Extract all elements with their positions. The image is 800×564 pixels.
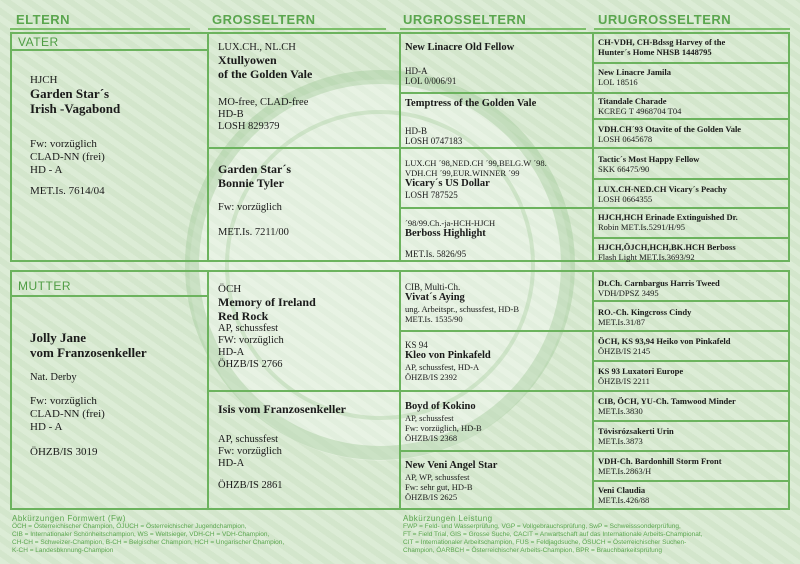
ug1-line1: HD-A (405, 66, 428, 76)
ururgrosselter-1 (598, 37, 788, 57)
divider (592, 118, 790, 120)
gp4-name: Isis vom Franzosenkeller (218, 402, 346, 416)
ug5-line2: MET.Is. 1535/90 (405, 314, 463, 324)
ururgrosselter-15 (598, 456, 788, 476)
uu1-line2: Hunter´s Home NHSB 1448795 (598, 47, 712, 57)
urgrosselter-8 (405, 460, 593, 502)
uu10-line2: MET.Is.31/87 (598, 317, 646, 327)
uu14-line1: Tövisrózsakerti Urin (598, 426, 674, 436)
ug2-name: Temptress of the Golden Vale (405, 98, 537, 109)
gp2-line1: Fw: vorzüglich (218, 202, 282, 213)
uu11-line1: ÖCH, KS 93,94 Heiko von Pinkafeld (598, 336, 731, 346)
vater-title: HJCH (30, 74, 58, 86)
uu6-line2: LOSH 0664355 (598, 194, 653, 204)
gp4-line2: Fw: vorzüglich (218, 446, 282, 457)
grosselter-1 (218, 42, 396, 133)
ururgrosselter-6 (598, 184, 788, 204)
urgrosselter-4 (405, 218, 590, 259)
gp4-line3: HD-A (218, 458, 245, 469)
divider (10, 49, 207, 51)
mutter-clad: CLAD-NN (frei) (30, 408, 105, 420)
uu5-line1: Tactic´s Most Happy Fellow (598, 154, 700, 164)
ug5-line1: ung. Arbeitspr., schussfest, HD-B (405, 304, 520, 314)
uu6-line1: LUX.CH-NED.CH Vicary´s Peachy (598, 184, 727, 194)
ururgrosselter-8 (598, 242, 788, 262)
gp3-name-line2: Red Rock (218, 309, 269, 323)
vater-name-line2: Irish -Vagabond (30, 101, 121, 116)
ug8-name: New Veni Angel Star (405, 460, 498, 471)
ug2-line1: HD-B (405, 126, 427, 136)
ug7-name: Boyd of Kokino (405, 401, 476, 412)
uu9-line1: Dt.Ch. Carnbargus Harris Tweed (598, 278, 720, 288)
uu16-line1: Veni Claudia (598, 485, 646, 495)
uu5-line2: SKK 66475/90 (598, 164, 650, 174)
ug4-title: ´98/99.Ch.-ja-HCH-HJCH (405, 218, 496, 228)
ug5-name: Vivat´s Aying (405, 292, 465, 303)
mutter-name-line1: Jolly Jane (30, 330, 86, 345)
divider (399, 92, 592, 94)
uu13-line2: MET.Is.3830 (598, 406, 643, 416)
urgrosselter-5 (405, 282, 593, 324)
grosselter-3 (218, 283, 396, 371)
ug5-title: CIB, Multi-Ch. (405, 282, 461, 292)
divider (592, 420, 790, 422)
ururgrosselter-16 (598, 485, 788, 505)
uu15-line2: MET.Is.2863/H (598, 466, 652, 476)
header-underline (594, 28, 790, 30)
footer-right-line: FWP = Feld- und Wasserprüfung, VGP = Vollgebrauchsprüfung, SwP = Schweisssonderprüfung, (403, 523, 681, 530)
ug3-title-1: LUX.CH ´98,NED.CH ´99,BELG.W ´98. (405, 158, 547, 168)
ug8-line1: AP, WP, schussfest (405, 472, 470, 482)
divider (399, 450, 592, 452)
ururgrosselter-4 (598, 124, 788, 144)
divider (207, 147, 399, 149)
divider (592, 92, 790, 94)
gp3-line4: ÖHZB/IS 2766 (218, 359, 283, 370)
ug7-line3: ÖHZB/IS 2368 (405, 433, 458, 443)
footer-left-text (12, 523, 392, 555)
header-grosseltern: GROSSELTERN (212, 12, 316, 27)
uu4-line2: LOSH 0645678 (598, 134, 653, 144)
header-urgrosseltern: URGROSSELTERN (403, 12, 527, 27)
footer-left-line: CH-CH = Schweizer-Champion, B-CH = Belgischer Champion, HCH = Ungarischer Champion, (12, 539, 285, 546)
divider (592, 390, 790, 392)
divider (592, 62, 790, 64)
divider (592, 237, 790, 239)
uu2-line1: New Linacre Jamila (598, 67, 672, 77)
ug6-name: Kleo von Pinkafeld (405, 350, 491, 361)
ururgrosselter-10 (598, 307, 788, 327)
grosselter-4 (218, 402, 396, 492)
uu13-line1: CIB, ÖCH, YU-Ch. Tamwood Minder (598, 396, 736, 406)
divider (399, 207, 592, 209)
uu15-line1: VDH-Ch. Bardonhill Storm Front (598, 456, 722, 466)
divider (592, 360, 790, 362)
gp1-title: LUX.CH., NL.CH (218, 42, 296, 53)
grosselter-2 (218, 162, 396, 238)
footer-left-line: K-CH = Landesbknnung-Champion (12, 547, 114, 554)
ururgrosselter-5 (598, 154, 788, 174)
divider (592, 147, 790, 149)
ug6-title: KS 94 (405, 340, 428, 350)
gp1-line2: HD-B (218, 109, 244, 120)
ururgrosselter-3 (598, 96, 788, 116)
ug3-name: Vicary´s US Dollar (405, 178, 490, 189)
uu8-line2: Flash Light MET.Is.3693/92 (598, 252, 695, 262)
urgrosselter-1 (405, 42, 590, 86)
vater-reg: MET.Is. 7614/04 (30, 185, 105, 197)
gp1-name-line2: of the Golden Vale (218, 67, 313, 81)
divider (592, 330, 790, 332)
vater-name-line1: Garden Star´s (30, 86, 110, 101)
header-underline (10, 28, 190, 30)
gp3-line2: FW: vorzüglich (218, 335, 284, 346)
urgrosselter-6 (405, 340, 593, 382)
ug3-line1: LOSH 787525 (405, 190, 458, 200)
divider (399, 147, 592, 149)
gp3-title: ÖCH (218, 283, 242, 295)
divider (592, 450, 790, 452)
uu8-line1: HJCH,ÖJCH,HCH,BK.HCH Berboss (598, 242, 736, 252)
divider (399, 330, 592, 332)
footer-right-line: CIT = Internationaler Arbeitschampion, FUS = Feldjagdsuche, ÖSUCH = Österreichischer Suchen- (403, 539, 687, 546)
gp1-line3: LOSH 829379 (218, 121, 280, 132)
section-vater: VATER (18, 35, 59, 49)
footer-left-line: CIB = Internationaler Schönheitschampion, WS = Weltsieger, VDH-CH = VDH-Champion, (12, 531, 270, 538)
gp2-name-line2: Bonnie Tyler (218, 176, 284, 190)
vater-formwert: Fw: vorzüglich (30, 138, 97, 150)
uu4-line1: VDH.CH´93 Otavite of the Golden Vale (598, 124, 742, 134)
ug4-name: Berboss Highlight (405, 228, 486, 239)
mutter-derby: Nat. Derby (30, 372, 77, 383)
footer-left-line: ÖCH = Österreichischer Champion, ÖJUCH = Österreichischer Jugendchampion, (12, 523, 247, 530)
uu11-line2: ÖHZB/IS 2145 (598, 346, 651, 356)
ug8-line2: Fw: sehr gut, HD-B (405, 482, 473, 492)
urgrosselter-3 (405, 158, 593, 200)
gp1-name-line1: Xtullyowen (218, 53, 277, 67)
uu12-line1: KS 93 Luxatori Europe (598, 366, 684, 376)
urgrosselter-7 (405, 401, 593, 443)
gp3-line3: HD-A (218, 347, 245, 358)
footer-right-line: Champion, ÖARBCH = Österreichischer Arbeits-Champion, BPR = Brauchbarkeitsprüfung (403, 547, 663, 554)
gp2-line2: MET.Is. 7211/00 (218, 227, 289, 238)
ururgrosselter-12 (598, 366, 788, 386)
ug7-line1: AP, schussfest (405, 413, 454, 423)
divider (592, 178, 790, 180)
ururgrosselter-7 (598, 212, 788, 232)
uu1-line1: CH-VDH, CH-Bdssg Harvey of the (598, 37, 726, 47)
gp4-line1: AP, schussfest (218, 434, 279, 445)
divider (592, 207, 790, 209)
divider (399, 390, 592, 392)
gp4-line4: ÖHZB/IS 2861 (218, 480, 283, 491)
mutter-reg: ÖHZB/IS 3019 (30, 446, 98, 458)
uu3-line1: Titandale Charade (598, 96, 667, 106)
header-ururgrosseltern: URUGROSSELTERN (598, 12, 732, 27)
vater-entry (30, 74, 200, 197)
ug8-line3: ÖHZB/IS 2625 (405, 492, 458, 502)
section-mutter: MUTTER (18, 279, 71, 293)
gp3-name-line1: Memory of Ireland (218, 295, 316, 309)
ururgrosselter-9 (598, 278, 788, 298)
divider (10, 295, 207, 297)
uu9-line2: VDH/DPSZ 3495 (598, 288, 659, 298)
footer-right-line: FT = Field Trial, GIS = Grosse Suche, CACIT = Anwartschaft auf das Internationale Arbeits-Championat, (403, 531, 703, 538)
ug1-line2: LOL 0/006/91 (405, 76, 457, 86)
mutter-name-line2: vom Franzosenkeller (30, 345, 147, 360)
ururgrosselter-14 (598, 426, 788, 446)
ug1-name: New Linacre Old Fellow (405, 42, 515, 53)
footer-right-title: Abkürzungen Leistung (403, 514, 493, 523)
ug6-line2: ÖHZB/IS 2392 (405, 372, 458, 382)
uu2-line2: LOL 18516 (598, 77, 638, 87)
mutter-entry (30, 330, 202, 458)
uu7-line1: HJCH,HCH Erinade Extinguished Dr. (598, 212, 738, 222)
gp2-name-line1: Garden Star´s (218, 162, 291, 176)
gp1-line1: MO-free, CLAD-free (218, 97, 309, 108)
header-underline (400, 28, 586, 30)
mutter-hd: HD - A (30, 421, 63, 433)
uu16-line2: MET.Is.426/88 (598, 495, 650, 505)
ururgrosselter-11 (598, 336, 788, 356)
footer-left-title: Abkürzungen Formwert (Fw) (12, 514, 126, 523)
ug2-line2: LOSH 0747183 (405, 136, 463, 146)
ug4-line1: MET.Is. 5826/95 (405, 249, 467, 259)
uu14-line2: MET.Is.3873 (598, 436, 643, 446)
divider (592, 480, 790, 482)
uu12-line2: ÖHZB/IS 2211 (598, 376, 650, 386)
ururgrosselter-13 (598, 396, 788, 416)
vater-clad: CLAD-NN (frei) (30, 151, 105, 163)
footer-right-text (403, 523, 793, 555)
gp3-line1: AP, schussfest (218, 323, 279, 334)
uu7-line2: Robin MET.Is.5291/H/95 (598, 222, 685, 232)
divider (592, 300, 790, 302)
ug3-title-2: VDH.CH ´99,EUR.WINNER ´99 (405, 168, 520, 178)
ug6-line1: AP, schussfest, HD-A (405, 362, 480, 372)
uu3-line2: KCREG T 4968704 T04 (598, 106, 682, 116)
header-eltern: ELTERN (16, 12, 71, 27)
header-underline (208, 28, 386, 30)
divider (207, 390, 399, 392)
uu10-line1: RO.-Ch. Kingcross Cindy (598, 307, 692, 317)
ururgrosselter-2 (598, 67, 788, 87)
urgrosselter-2 (405, 98, 590, 146)
mutter-formwert: Fw: vorzüglich (30, 395, 97, 407)
ug7-line2: Fw: vorzüglich, HD-B (405, 423, 482, 433)
vater-hd: HD - A (30, 164, 63, 176)
